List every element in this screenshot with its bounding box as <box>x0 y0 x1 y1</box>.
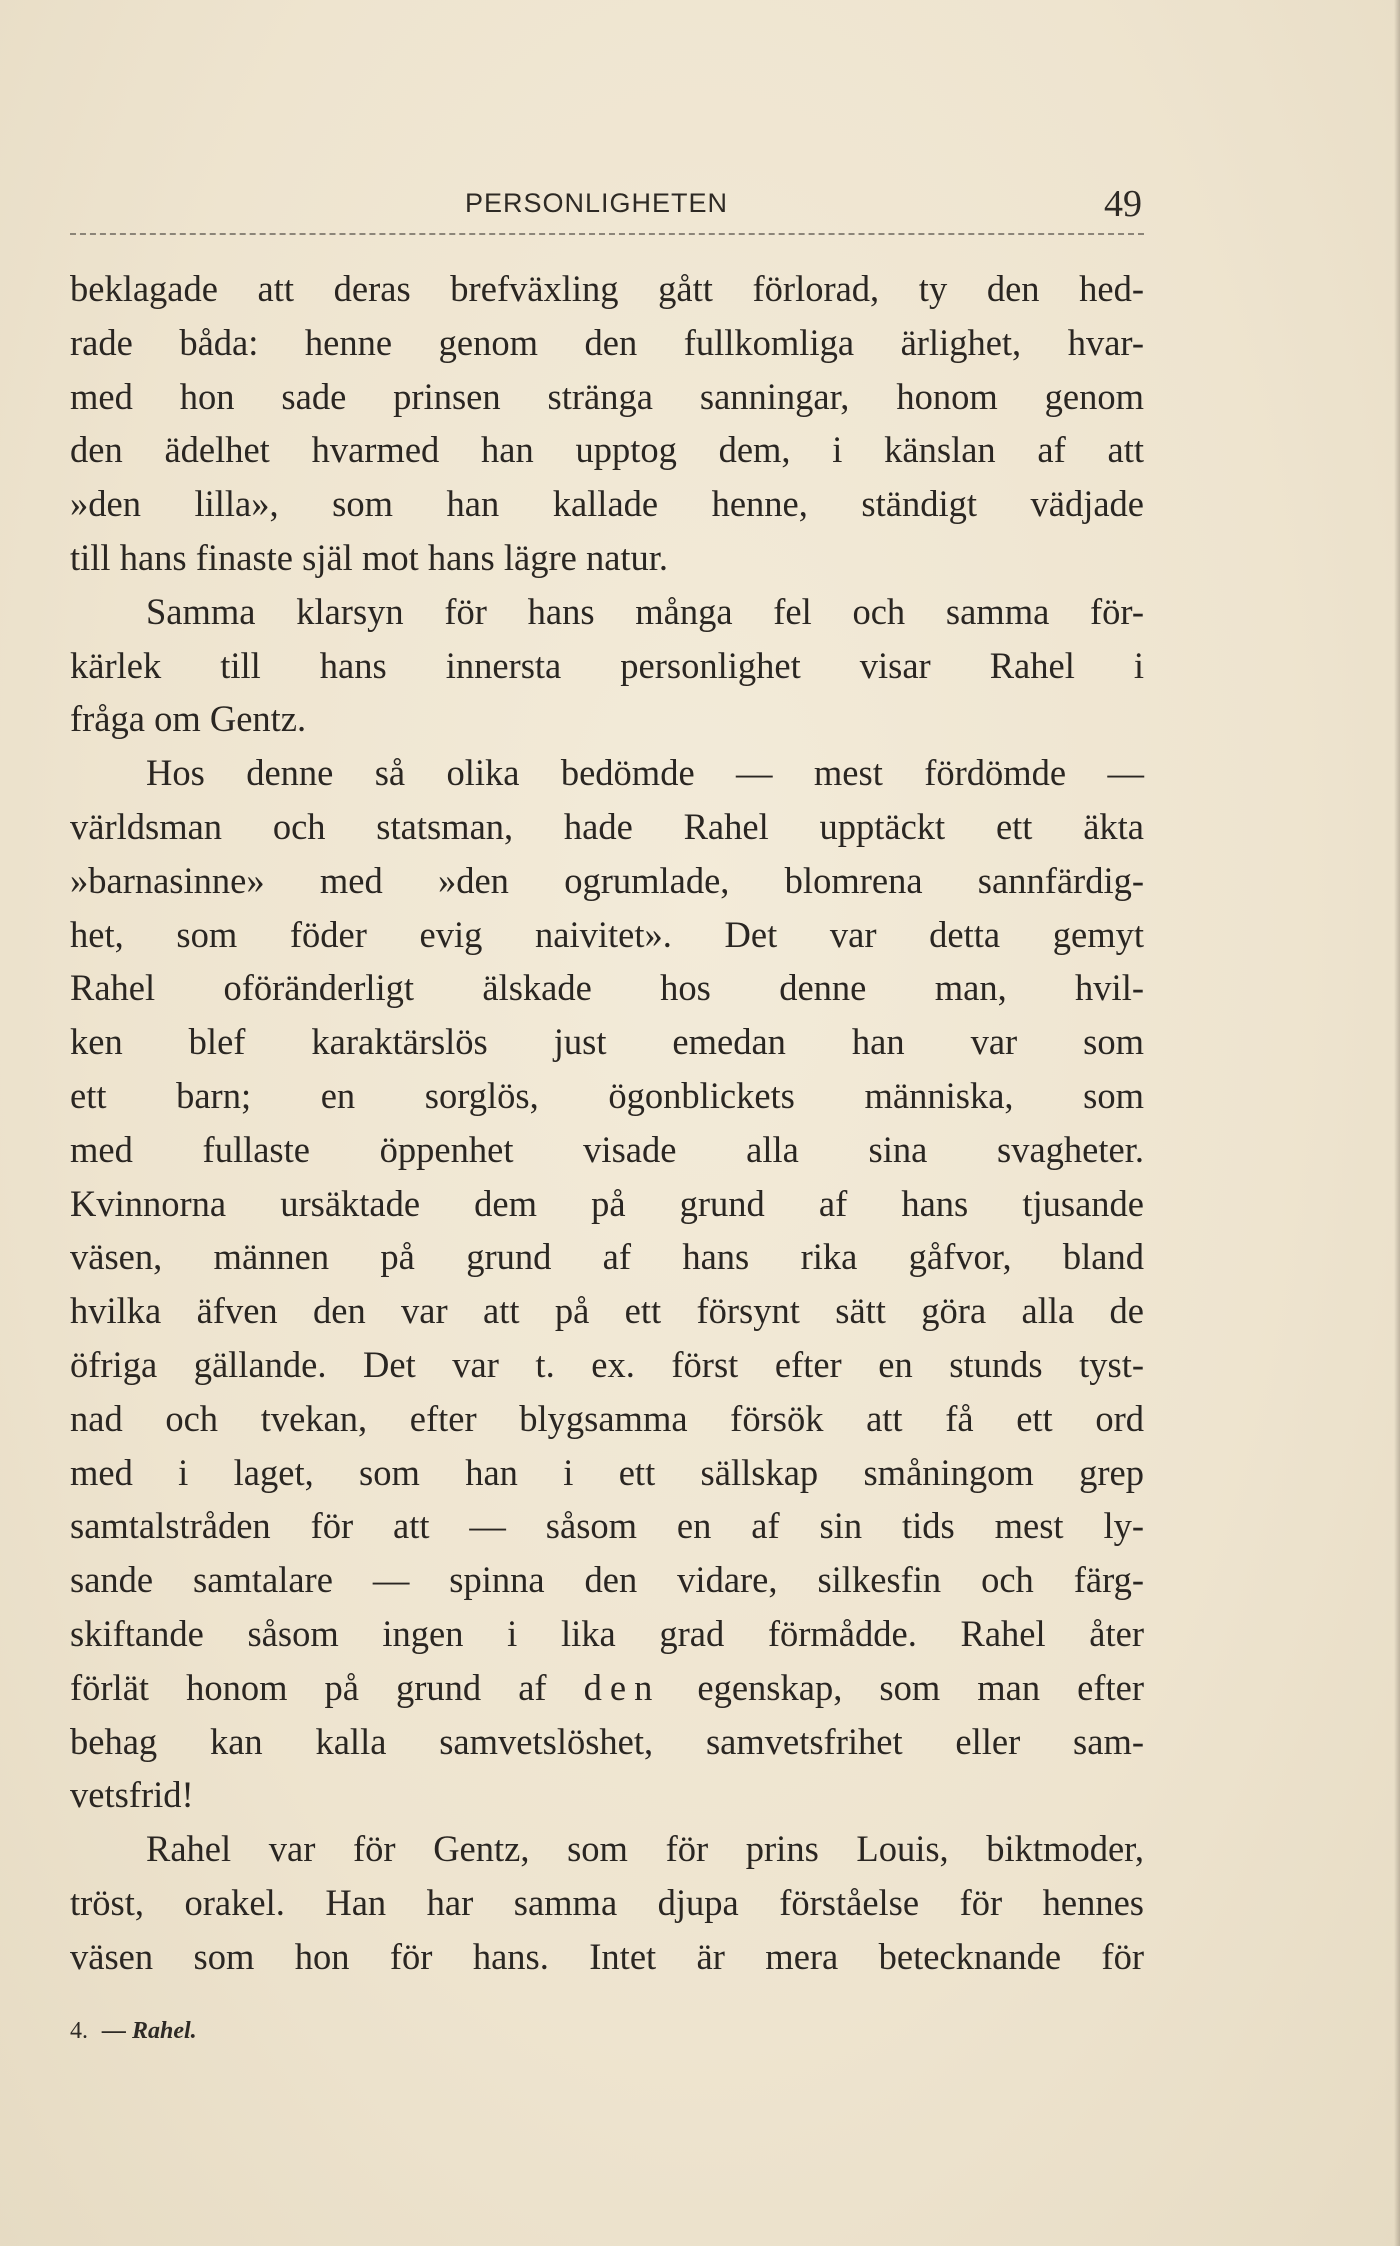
text-line: samtalstråden för att — såsom en af sin tids mest ly- <box>70 1505 1144 1547</box>
text-line: beklagade att deras brefväxling gått förlorad, ty den hed- <box>70 268 1144 309</box>
signature-number: 4. <box>70 2018 88 2044</box>
signature-name: — Rahel. <box>102 2018 197 2044</box>
text-line: kärlek till hans innersta personlighet visar Rahel i <box>70 644 1144 686</box>
text-line: sande samtalare — spinna den vidare, silkesfin och färg- <box>70 1559 1144 1601</box>
text-line: skiftande såsom ingen i lika grad förmådde. Rahel åter <box>70 1612 1144 1654</box>
text-line: ken blef karaktärslös just emedan han var som <box>70 1021 1144 1063</box>
text-line: väsen som hon för hans. Intet är mera betecknande för <box>70 1935 1144 1977</box>
text-line: Samma klarsyn för hans många fel och samma för- <box>146 590 1144 632</box>
body-text <box>70 262 1144 1984</box>
text-line: nad och tvekan, efter blygsamma försök att få ett ord <box>70 1397 1144 1439</box>
text-line: med hon sade prinsen stränga sanningar, honom genom <box>70 375 1144 417</box>
text-line: het, som föder evig naivitet». Det var detta gemyt <box>70 913 1144 955</box>
running-head: PERSONLIGHETEN <box>465 188 729 218</box>
text-line: världsman och statsman, hade Rahel upptäckt ett äkta <box>70 805 1144 847</box>
text-line: behag kan kalla samvetslöshet, samvetsfrihet eller sam- <box>70 1720 1144 1762</box>
signature-mark <box>70 2018 197 2045</box>
text-line: med fullaste öppenhet visade alla sina svagheter. <box>70 1128 1144 1170</box>
text-segment: förlät honom på grund af <box>70 1666 547 1708</box>
text-line: den ädelhet hvarmed han upptog dem, i känslan af att <box>70 429 1144 471</box>
text-line: vetsfrid! <box>70 1774 194 1816</box>
text-line: Kvinnorna ursäktade dem på grund af hans tjusande <box>70 1182 1144 1224</box>
text-line: Rahel var för Gentz, som för prins Louis, biktmoder, <box>146 1828 1144 1870</box>
page-edge-shadow <box>1394 0 1400 2246</box>
text-line: ett barn; en sorglös, ögonblickets människa, som <box>70 1074 1144 1116</box>
text-segment: egenskap, som man efter <box>697 1666 1144 1708</box>
header-rule <box>70 233 1144 235</box>
text-line: »den lilla», som han kallade henne, ständigt vädjade <box>70 483 1144 525</box>
page-number: 49 <box>1104 183 1142 225</box>
text-line: med i laget, som han i ett sällskap småningom grep <box>70 1451 1144 1493</box>
text-line: öfriga gällande. Det var t. ex. först efter en stunds tyst- <box>70 1343 1144 1385</box>
text-line: Hos denne så olika bedömde — mest fördömde — <box>146 752 1144 794</box>
page-header <box>70 183 1142 230</box>
text-line: till hans finaste själ mot hans lägre natur. <box>70 536 669 578</box>
text-line: tröst, orakel. Han har samma djupa förståelse för hennes <box>70 1881 1144 1923</box>
text-line: hvilka äfven den var att på ett försynt sätt göra alla de <box>70 1290 1144 1332</box>
text-line: Rahel oföränderligt älskade hos denne man, hvil- <box>70 967 1144 1009</box>
text-line: fråga om Gentz. <box>70 698 307 740</box>
text-line: »barnasinne» med »den ogrumlade, blomrena sannfärdig- <box>70 859 1144 901</box>
text-line: väsen, männen på grund af hans rika gåfvor, bland <box>70 1236 1144 1278</box>
text-line: rade båda: henne genom den fullkomliga ärlighet, hvar- <box>70 321 1144 363</box>
text-line-composite <box>70 1661 1144 1715</box>
emphasized-word: den <box>583 1666 661 1708</box>
